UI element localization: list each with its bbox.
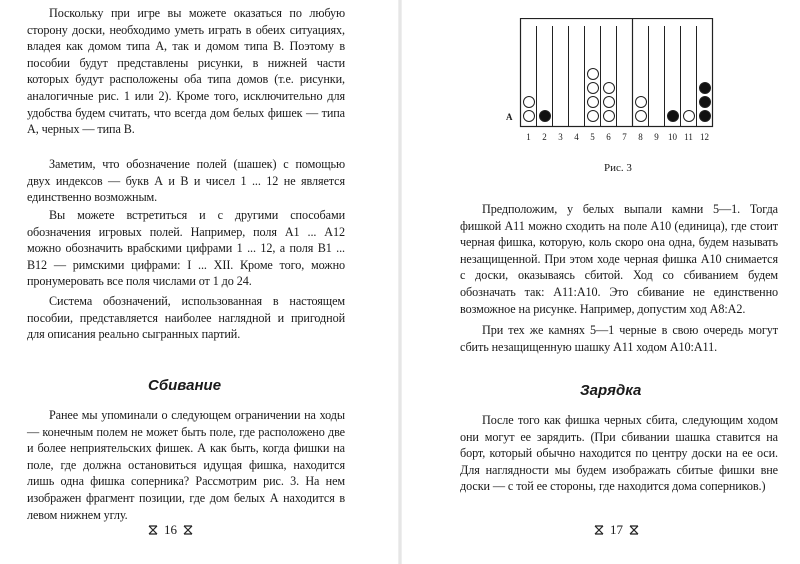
column-number: 8	[638, 132, 643, 142]
column-number: 9	[654, 132, 659, 142]
black-checker	[699, 96, 711, 108]
paragraph: Заметим, что обозначение полей (шашек) с помощью двух индексов — букв А и В и чисел 1 ... 12 не является единственно возможным.	[27, 157, 345, 205]
column-number: 4	[574, 132, 579, 142]
paragraph: После того как фишка черных сбита, следующим ходом они могут ее зарядить. (При сбивании шашка ставится на борт, который обычно находится по центру доски на ее оси. Для наглядности мы будем изображать сбитые фишки вне доски — с той ее стороны, где находится дома соперников.)	[460, 413, 778, 494]
page-number: 16	[148, 522, 193, 538]
black-checker	[667, 110, 679, 122]
paragraph: Вы можете встретиться и с другими способами обозначения игровых полей. Например, поля А1 ... А12 можно обозначить врабскими цифрами 1 ... 12, а поля В1 ... В12 — римскими цифрами: I ... XII. Кроме того, можно пронумеровать все поля числами от 1 до 24.	[27, 208, 345, 289]
white-checker	[587, 68, 599, 80]
paragraph: Система обозначений, использованная в настоящем пособии, представляется наиболее наглядной и пригодной для описания реально сыгранных партий.	[27, 294, 345, 342]
paragraph: Поскольку при игре вы можете оказаться по любую сторону доски, необходимо уметь играть в обеих ситуациях, владея как домом типа А, так и домом типа В. Поэтому в пособии будут представлены рисунки, в нижней части которых будут расположены оба типа домов (т.е. рисунки, аналогичные рис. 1 или 2). Кроме того, исключительно для удобства будем считать, что всегда дом белых фишек — типа А, черных — типа В.	[27, 6, 345, 137]
white-checker	[603, 82, 615, 94]
column-number: 1	[526, 132, 531, 142]
white-checker	[587, 110, 599, 122]
ornament-icon	[183, 525, 193, 535]
column-number: 2	[542, 132, 547, 142]
column-number: 6	[606, 132, 611, 142]
white-checker	[635, 110, 647, 122]
column-number: 11	[684, 132, 693, 142]
column-number: 12	[700, 132, 709, 142]
right-page	[400, 0, 800, 564]
white-checker	[683, 110, 695, 122]
column-number: 7	[622, 132, 627, 142]
white-checker	[635, 96, 647, 108]
ornament-icon	[148, 525, 158, 535]
section-title: Сбивание	[148, 377, 222, 394]
board-figure	[506, 18, 732, 150]
column-number: 5	[590, 132, 595, 142]
ornament-icon	[594, 525, 604, 535]
white-checker	[587, 96, 599, 108]
black-checker	[539, 110, 551, 122]
white-checker	[603, 96, 615, 108]
row-label: А	[506, 112, 513, 122]
ornament-icon	[629, 525, 639, 535]
black-checker	[699, 110, 711, 122]
paragraph: При тех же камнях 5—1 черные в свою очередь могут сбить незащищенную шашку А11 ходом А10:А11.	[460, 323, 778, 354]
white-checker	[523, 96, 535, 108]
column-number: 3	[558, 132, 563, 142]
white-checker	[523, 110, 535, 122]
page-number: 17	[594, 522, 639, 538]
figure-caption: Рис. 3	[604, 162, 632, 174]
paragraph: Предположим, у белых выпали камни 5—1. Тогда фишкой А11 можно сходить на поле А10 (единица), где стоит черная фишка, которую, коль скоро она одна, будем называть незащищенной. При этом ходе черная фишка А10 снимается с доски, оказываясь сбитой. Ход со сбиванием будем обозначать так: А11:А10. Это сбивание не единственно возможное на рисунке. Например, допустим ход А8:А2.	[460, 202, 778, 316]
column-number: 10	[668, 132, 677, 142]
black-checker	[699, 82, 711, 94]
paragraph: Ранее мы упоминали о следующем ограничении на ходы — конечным полем не может быть поле, где расположено две и более неприятельских фишек. А как быть, когда фишки на поле, где должна остановиться идущая фишка, находится лишь одна фишка соперника? Рассмотрим рис. 3. На нем изображен фрагмент позиции, где дом белых А находится в левом нижнем углу.	[27, 408, 345, 522]
section-title: Зарядка	[580, 382, 642, 399]
white-checker	[587, 82, 599, 94]
white-checker	[603, 110, 615, 122]
